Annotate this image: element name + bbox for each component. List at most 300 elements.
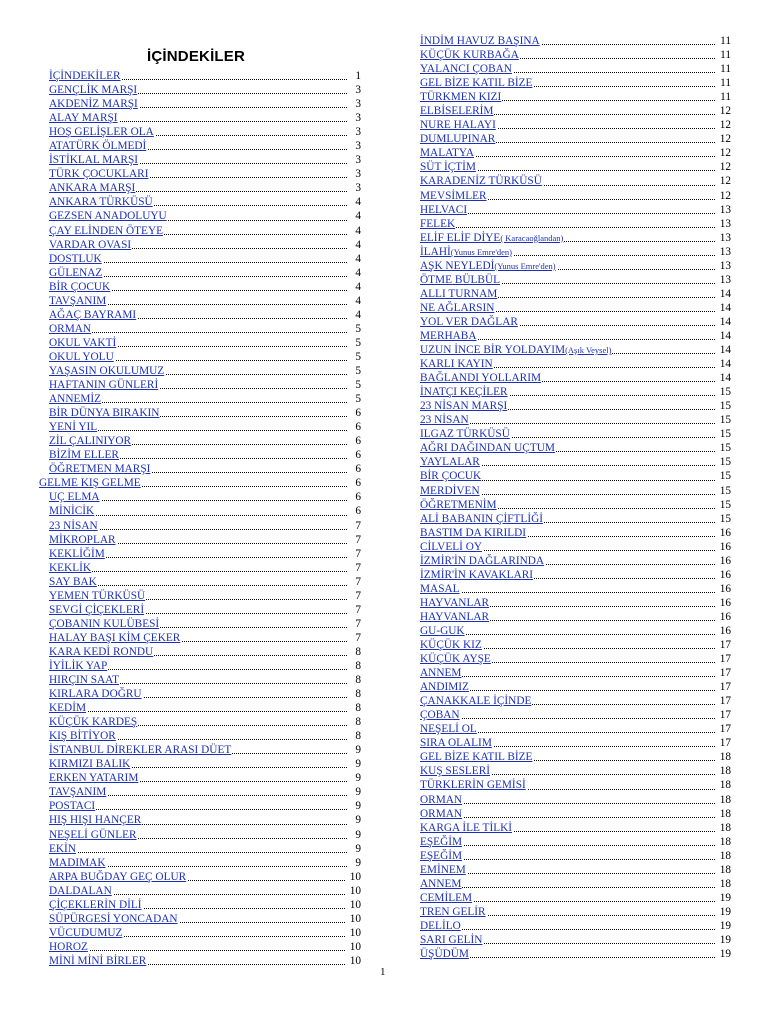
toc-entry-title-text: YOL VER DAĞLAR <box>420 315 518 328</box>
toc-entry[interactable] <box>49 912 361 926</box>
toc-entry[interactable] <box>420 512 731 526</box>
toc-entry[interactable] <box>49 139 361 153</box>
toc-entry-title-text: ÇANAKKALE İÇİNDE <box>420 695 532 708</box>
toc-entry-title-text: MERHABA <box>420 329 477 342</box>
toc-entry[interactable] <box>49 547 361 561</box>
toc-entry-title[interactable] <box>420 765 491 777</box>
toc-entry-title[interactable] <box>420 161 477 173</box>
toc-entry-title[interactable] <box>420 934 483 946</box>
toc-entry[interactable] <box>49 561 361 575</box>
toc-entry-title[interactable] <box>49 154 139 166</box>
toc-entry[interactable] <box>420 399 731 413</box>
toc-entry[interactable] <box>39 476 361 490</box>
toc-entry[interactable] <box>420 905 731 919</box>
toc-entry-title[interactable] <box>420 63 513 75</box>
toc-entry-title[interactable] <box>49 885 113 897</box>
toc-entry-title[interactable] <box>420 541 483 553</box>
toc-entry-page: 8 <box>355 645 361 658</box>
toc-entry-title-text: YAŞASIN OKULUMUZ <box>49 364 165 377</box>
toc-entry-title[interactable] <box>49 674 120 686</box>
toc-entry[interactable] <box>49 659 361 673</box>
toc-entry[interactable] <box>420 146 731 160</box>
toc-entry[interactable] <box>49 533 361 547</box>
toc-entry-title[interactable] <box>49 393 102 405</box>
toc-entry[interactable] <box>420 694 731 708</box>
toc-entry[interactable] <box>49 603 361 617</box>
toc-entry[interactable] <box>420 596 731 610</box>
toc-entry-title[interactable] <box>49 168 149 180</box>
toc-entry[interactable] <box>49 757 361 771</box>
toc-entry[interactable] <box>49 589 361 603</box>
toc-entry-title[interactable] <box>49 225 164 237</box>
toc-entry[interactable] <box>420 469 731 483</box>
toc-entry[interactable] <box>420 203 731 217</box>
toc-entry[interactable] <box>420 540 731 554</box>
toc-entry[interactable] <box>49 322 361 336</box>
toc-entry-title[interactable] <box>420 442 556 454</box>
toc-entry-title[interactable] <box>420 569 534 581</box>
toc-entry-title[interactable] <box>49 70 122 82</box>
toc-entry[interactable] <box>420 455 731 469</box>
toc-entry[interactable] <box>49 97 361 111</box>
toc-entry-title[interactable] <box>420 737 493 749</box>
toc-entry-title[interactable] <box>420 485 481 497</box>
toc-entry-title[interactable] <box>49 449 120 461</box>
toc-entry[interactable] <box>420 76 731 90</box>
toc-entry[interactable] <box>420 90 731 104</box>
toc-entry[interactable] <box>420 231 731 245</box>
toc-entry-title[interactable] <box>420 583 461 595</box>
toc-entry[interactable] <box>420 118 731 132</box>
toc-entry[interactable] <box>420 427 731 441</box>
toc-entry[interactable] <box>49 69 361 83</box>
toc-entry-title[interactable] <box>420 288 498 300</box>
toc-entry[interactable] <box>49 350 361 364</box>
toc-entry[interactable] <box>49 799 361 813</box>
toc-entry-title[interactable] <box>420 822 513 834</box>
toc-entry[interactable] <box>420 174 731 188</box>
toc-entry-title[interactable] <box>49 365 165 377</box>
toc-entry-title[interactable] <box>49 505 95 517</box>
toc-entry-title[interactable] <box>49 182 136 194</box>
toc-entry-page: 18 <box>719 765 731 778</box>
toc-entry[interactable] <box>49 83 361 97</box>
toc-entry[interactable] <box>420 568 731 582</box>
toc-entry[interactable] <box>420 750 731 764</box>
toc-entry[interactable] <box>420 554 731 568</box>
toc-entry-title[interactable] <box>420 91 502 103</box>
toc-entry[interactable] <box>420 245 731 259</box>
toc-entry[interactable] <box>420 104 731 118</box>
toc-entry-title-text: ARPA BUĞDAY GEÇ OLUR <box>49 870 187 883</box>
toc-entry[interactable] <box>420 259 731 273</box>
toc-entry-title[interactable] <box>49 730 117 742</box>
toc-entry[interactable] <box>49 575 361 589</box>
toc-entry-title[interactable] <box>49 267 103 279</box>
toc-entry[interactable] <box>420 582 731 596</box>
toc-entry-title[interactable] <box>49 309 137 321</box>
toc-entry-title[interactable] <box>420 105 494 117</box>
toc-entry[interactable] <box>420 189 731 203</box>
toc-entry-title[interactable] <box>420 948 470 960</box>
toc-entry[interactable] <box>420 877 731 891</box>
toc-entry-title-text: BİZİM ELLER <box>49 449 119 462</box>
toc-entry-title[interactable] <box>49 829 138 841</box>
toc-entry-title[interactable] <box>420 751 533 763</box>
toc-entry-title[interactable] <box>49 772 139 784</box>
toc-entry[interactable] <box>420 526 731 540</box>
toc-entry-title[interactable] <box>49 337 117 349</box>
toc-entry[interactable] <box>420 680 731 694</box>
toc-entry-title-text: SÜPÜRGESİ YONCADAN <box>49 912 178 925</box>
toc-entry-title[interactable] <box>49 618 160 630</box>
toc-entry[interactable] <box>49 490 361 504</box>
toc-entry[interactable] <box>420 413 731 427</box>
toc-entry-title[interactable] <box>49 955 147 967</box>
toc-entry[interactable] <box>49 336 361 350</box>
toc-entry-title[interactable] <box>420 597 490 609</box>
toc-entry-title[interactable] <box>420 639 483 651</box>
toc-entry-title[interactable] <box>420 260 557 272</box>
toc-entry-title[interactable] <box>49 84 138 96</box>
toc-entry-title[interactable] <box>420 175 543 187</box>
toc-entry[interactable] <box>420 357 731 371</box>
toc-entry-page: 3 <box>355 154 361 167</box>
toc-entry[interactable] <box>420 919 731 933</box>
toc-entry-title[interactable] <box>420 850 463 862</box>
toc-entry-title[interactable] <box>420 330 478 342</box>
toc-entry-title[interactable] <box>420 695 532 707</box>
toc-entry-page: 16 <box>719 624 731 637</box>
toc-entry-title-text: HIŞ HIŞI HANÇER <box>49 814 142 827</box>
toc-entry[interactable] <box>49 420 361 434</box>
toc-entry-title[interactable] <box>49 534 117 546</box>
toc-entry-title[interactable] <box>49 196 154 208</box>
toc-entry[interactable] <box>420 778 731 792</box>
toc-entry-title[interactable] <box>420 133 496 145</box>
toc-entry-title[interactable] <box>49 435 132 447</box>
toc-entry[interactable] <box>420 891 731 905</box>
toc-entry[interactable] <box>49 842 361 856</box>
toc-entry[interactable] <box>420 821 731 835</box>
toc-entry[interactable] <box>420 62 731 76</box>
toc-entry[interactable] <box>420 441 731 455</box>
toc-entry-title[interactable] <box>49 927 123 939</box>
toc-entry-title[interactable] <box>420 499 498 511</box>
toc-entry-title[interactable] <box>420 49 520 61</box>
toc-entry-title[interactable] <box>39 477 142 489</box>
toc-entry-title[interactable] <box>49 590 146 602</box>
toc-entry-title[interactable] <box>420 667 462 679</box>
toc-entry-title-text: YALANCI ÇOBAN <box>420 63 512 76</box>
toc-entry-title[interactable] <box>420 428 511 440</box>
toc-entry[interactable] <box>49 392 361 406</box>
toc-entry[interactable] <box>49 406 361 420</box>
toc-entry-title-text: YAYLALAR <box>420 456 480 469</box>
toc-entry[interactable] <box>49 308 361 322</box>
toc-entry[interactable] <box>49 617 361 631</box>
toc-entry-title[interactable] <box>420 723 478 735</box>
toc-entry-title-text: ELBİSELERİM <box>420 105 494 118</box>
toc-entry-title[interactable] <box>420 246 513 258</box>
toc-entry-page: 15 <box>719 400 731 413</box>
toc-entry-title[interactable] <box>49 702 87 714</box>
toc-entry-title[interactable] <box>420 513 544 525</box>
toc-entry[interactable] <box>420 329 731 343</box>
toc-entry-title[interactable] <box>49 646 154 658</box>
toc-entry[interactable] <box>49 266 361 280</box>
toc-entry-title[interactable] <box>49 548 106 560</box>
toc-entry-title-text: EMİNEM <box>420 863 466 876</box>
toc-entry-title[interactable] <box>49 491 101 503</box>
toc-entry[interactable] <box>420 273 731 287</box>
toc-entry[interactable] <box>420 947 731 961</box>
toc-entry-title[interactable] <box>49 786 107 798</box>
toc-entry[interactable] <box>49 771 361 785</box>
toc-entry-title[interactable] <box>49 744 232 756</box>
toc-entry-title[interactable] <box>420 653 492 665</box>
toc-entry[interactable] <box>49 153 361 167</box>
toc-entry-title[interactable] <box>420 906 487 918</box>
toc-entry-title[interactable] <box>420 864 467 876</box>
toc-entry-title[interactable] <box>49 281 111 293</box>
toc-entry-title[interactable] <box>420 808 463 820</box>
toc-entry[interactable] <box>420 708 731 722</box>
toc-entry[interactable] <box>49 785 361 799</box>
toc-entry-title[interactable] <box>49 98 139 110</box>
toc-entry-title-text: HOROZ <box>49 940 88 953</box>
toc-entry-title[interactable] <box>420 232 564 244</box>
toc-entry-title[interactable] <box>49 758 131 770</box>
toc-entry-title[interactable] <box>420 527 527 539</box>
toc-entry-title[interactable] <box>420 344 612 356</box>
toc-entry-title-text: İSTANBUL DİREKLER ARASI DÜET <box>49 744 232 757</box>
toc-entry-title[interactable] <box>49 351 115 363</box>
toc-entry-title[interactable] <box>49 857 107 869</box>
toc-entry-title[interactable] <box>420 878 462 890</box>
toc-entry-title[interactable] <box>49 604 145 616</box>
toc-entry-title[interactable] <box>49 632 181 644</box>
toc-entry[interactable] <box>420 287 731 301</box>
toc-entry-title[interactable] <box>420 204 468 216</box>
toc-entry-title[interactable] <box>420 218 456 230</box>
toc-entry-title[interactable] <box>420 836 463 848</box>
toc-entry[interactable] <box>49 701 361 715</box>
toc-entry-title-text: ELİF ELİF DİYE <box>420 231 501 244</box>
toc-entry-title[interactable] <box>420 779 527 791</box>
toc-entry-page: 16 <box>719 554 731 567</box>
toc-entry[interactable] <box>49 729 361 743</box>
toc-entry-title[interactable] <box>49 871 187 883</box>
toc-entry[interactable] <box>49 378 361 392</box>
toc-entry[interactable] <box>49 181 361 195</box>
toc-entry[interactable] <box>420 160 731 174</box>
toc-entry[interactable] <box>49 462 361 476</box>
toc-entry[interactable] <box>420 652 731 666</box>
toc-entry-title[interactable] <box>420 316 519 328</box>
toc-entry-title[interactable] <box>49 660 108 672</box>
toc-entry[interactable] <box>49 195 361 209</box>
toc-entry-title[interactable] <box>49 814 142 826</box>
toc-entry[interactable] <box>420 849 731 863</box>
toc-entry[interactable] <box>49 364 361 378</box>
toc-entry-title-text: HOŞ GELİŞLER OLA <box>49 126 154 139</box>
toc-entry[interactable] <box>49 209 361 223</box>
toc-entry[interactable] <box>49 926 361 940</box>
toc-entry[interactable] <box>420 793 731 807</box>
toc-entry-page: 5 <box>355 379 361 392</box>
toc-entry-title[interactable] <box>420 794 463 806</box>
toc-entry-title[interactable] <box>49 913 179 925</box>
toc-entry-title-text: ALAY MARŞI <box>49 112 118 125</box>
toc-entry[interactable] <box>420 638 731 652</box>
toc-entry-title[interactable] <box>49 843 77 855</box>
toc-entry-title[interactable] <box>420 35 541 47</box>
toc-entry[interactable] <box>49 111 361 125</box>
toc-entry-title-text: NEŞELİ GÜNLER <box>49 828 137 841</box>
toc-entry-title[interactable] <box>49 295 107 307</box>
toc-entry[interactable] <box>420 484 731 498</box>
toc-entry-title-text: GEL BİZE KATIL BİZE <box>420 77 533 90</box>
toc-entry[interactable] <box>49 813 361 827</box>
toc-entry-title[interactable] <box>49 941 89 953</box>
toc-entry-title[interactable] <box>420 190 488 202</box>
toc-entry-title[interactable] <box>420 681 470 693</box>
toc-entry[interactable] <box>49 125 361 139</box>
toc-entry-title[interactable] <box>420 555 545 567</box>
toc-entry-title[interactable] <box>420 372 542 384</box>
toc-entry-title[interactable] <box>49 899 143 911</box>
toc-entry-title[interactable] <box>420 709 461 721</box>
toc-entry-title[interactable] <box>420 358 494 370</box>
toc-entry-title[interactable] <box>49 463 151 475</box>
toc-entry-title-text: DOSTLUK <box>49 252 102 265</box>
toc-entry-title[interactable] <box>49 800 96 812</box>
toc-entry-title[interactable] <box>420 147 475 159</box>
toc-entry[interactable] <box>420 736 731 750</box>
toc-entry-title-text: ÇİÇEKLERİN DİLİ <box>49 898 142 911</box>
toc-entry-title-text: HAYVANLAR <box>420 596 490 609</box>
toc-entry-title[interactable] <box>49 112 119 124</box>
toc-entry[interactable] <box>420 666 731 680</box>
toc-entry-title[interactable] <box>420 302 495 314</box>
toc-entry-title[interactable] <box>420 274 501 286</box>
toc-entry[interactable] <box>49 504 361 518</box>
toc-entry[interactable] <box>420 807 731 821</box>
toc-entry[interactable] <box>420 48 731 62</box>
toc-entry-title[interactable] <box>49 407 160 419</box>
toc-entry[interactable] <box>49 870 361 884</box>
toc-entry[interactable] <box>420 835 731 849</box>
toc-entry[interactable] <box>49 687 361 701</box>
toc-entry[interactable] <box>420 610 731 624</box>
toc-entry[interactable] <box>49 743 361 757</box>
toc-entry-title[interactable] <box>420 892 473 904</box>
toc-entry-title[interactable] <box>49 562 92 574</box>
toc-entry[interactable] <box>49 167 361 181</box>
toc-entry-title[interactable] <box>49 421 98 433</box>
toc-entry-title[interactable] <box>49 520 99 532</box>
toc-entry-page: 7 <box>355 533 361 546</box>
toc-entry[interactable] <box>49 645 361 659</box>
toc-entry-title[interactable] <box>420 386 509 398</box>
toc-entry-page: 1 <box>355 70 361 82</box>
toc-entry[interactable] <box>49 856 361 870</box>
toc-entry[interactable] <box>420 385 731 399</box>
toc-entry-title-text: KEDİM <box>49 702 87 715</box>
toc-entry-page: 14 <box>719 301 731 314</box>
toc-entry-title[interactable] <box>420 119 497 131</box>
toc-entry-title[interactable] <box>49 379 159 391</box>
toc-entry-title[interactable] <box>49 253 103 265</box>
toc-entry[interactable] <box>49 828 361 842</box>
toc-entry[interactable] <box>420 34 731 48</box>
toc-entry[interactable] <box>420 764 731 778</box>
toc-entry-title-text: KIRLARA DOĞRU <box>49 688 142 701</box>
toc-entry-title[interactable] <box>420 611 490 623</box>
toc-entry[interactable] <box>49 940 361 954</box>
toc-entry[interactable] <box>420 498 731 512</box>
toc-entry[interactable] <box>49 954 361 968</box>
toc-entry[interactable] <box>49 238 361 252</box>
toc-entry-title[interactable] <box>420 77 533 89</box>
toc-entry[interactable] <box>49 884 361 898</box>
toc-entry-title-text: MİKROPLAR <box>49 533 116 546</box>
toc-entry[interactable] <box>49 898 361 912</box>
toc-entry-title[interactable] <box>49 716 138 728</box>
toc-entry-page: 14 <box>719 344 731 357</box>
toc-entry[interactable] <box>49 294 361 308</box>
toc-entry[interactable] <box>420 371 731 385</box>
toc-entry[interactable] <box>420 315 731 329</box>
toc-entry[interactable] <box>49 631 361 645</box>
toc-entry-title[interactable] <box>420 470 482 482</box>
toc-entry[interactable] <box>49 673 361 687</box>
toc-entry[interactable] <box>420 863 731 877</box>
toc-entry-title[interactable] <box>49 210 168 222</box>
toc-entry[interactable] <box>49 448 361 462</box>
toc-entry-title[interactable] <box>49 323 92 335</box>
toc-entry-title[interactable] <box>49 576 98 588</box>
toc-entry[interactable] <box>49 519 361 533</box>
toc-entry-page: 12 <box>719 119 731 132</box>
toc-entry[interactable] <box>420 933 731 947</box>
toc-entry-page: 10 <box>349 926 361 939</box>
toc-entry-title[interactable] <box>49 688 143 700</box>
toc-entry-title[interactable] <box>420 400 508 412</box>
toc-entry-page: 10 <box>349 884 361 897</box>
toc-entry[interactable] <box>420 343 731 357</box>
toc-entry[interactable] <box>49 252 361 266</box>
toc-entry[interactable] <box>49 224 361 238</box>
toc-entry[interactable] <box>420 301 731 315</box>
toc-entry-page: 3 <box>355 112 361 125</box>
toc-entry[interactable] <box>420 722 731 736</box>
toc-entry[interactable] <box>49 280 361 294</box>
toc-entry-title[interactable] <box>420 456 481 468</box>
toc-entry-title[interactable] <box>420 920 462 932</box>
toc-entry[interactable] <box>420 132 731 146</box>
toc-entry-title[interactable] <box>420 414 470 426</box>
toc-entry-title[interactable] <box>49 239 132 251</box>
toc-entry-title[interactable] <box>420 625 466 637</box>
toc-entry-title[interactable] <box>49 126 155 138</box>
toc-entry[interactable] <box>49 715 361 729</box>
toc-entry[interactable] <box>420 624 731 638</box>
toc-entry-title[interactable] <box>49 140 147 152</box>
toc-entry[interactable] <box>49 434 361 448</box>
toc-entry[interactable] <box>420 217 731 231</box>
